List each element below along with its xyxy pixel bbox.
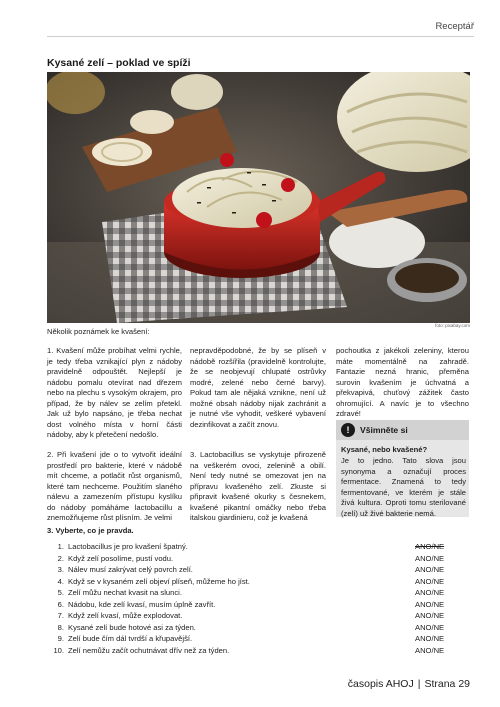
- item-number: 7.: [57, 611, 64, 621]
- paragraph-3: 3. Lactobacillus se vyskytuje přirozeně na veškerém ovoci, zelenině a obilí. Není tedy nutné se omezovat jen na přípravu kvašeného zelí. Zkuste si připravit kvašené okurky s česnekem, kvašené pikantní omáčky nebo třeba italskou giardinieru, což je kvašená: [190, 450, 326, 523]
- paragraph-1: 1. Kvašení může probíhat velmi rychle, je tedy třeba vznikající plyn z nádoby pravidelně odpouštět. Nejlepší je nádobu pomalu otevírat nad dřezem nebo na plechu s vysokým okrajem, pro případ, že by nálev se zelím přetekl. Jak už bylo napsáno, je třeba nechat dost volného místa v horní části nádoby, aby k přetečení nedošlo.: [47, 346, 182, 440]
- item-statement: Zelí můžu nechat kvasit na slunci.: [68, 588, 182, 598]
- list-item: [52, 564, 462, 576]
- note-question: Kysané, nebo kvašené?: [341, 445, 428, 454]
- footer-separator: |: [417, 678, 421, 690]
- list-item: [52, 599, 462, 611]
- answer-choice[interactable]: ANO/NE: [415, 588, 445, 598]
- sauerkraut-photo: [47, 72, 470, 323]
- item-statement: Když zelí posolíme, pustí vodu.: [68, 553, 174, 563]
- list-item: [52, 645, 462, 657]
- list-item: [52, 587, 462, 599]
- note-header: [336, 420, 469, 440]
- exercise-list: [52, 541, 462, 656]
- item-number: 4.: [57, 576, 64, 586]
- article-title: Kysané zelí – poklad ve spíži: [47, 57, 191, 69]
- list-item: [52, 622, 462, 634]
- item-statement: Když se v kysaném zelí objeví plíseň, můžeme ho jíst.: [68, 576, 250, 586]
- header-divider: [47, 36, 474, 37]
- answer-choice[interactable]: ANO/NE: [415, 645, 445, 655]
- item-statement: Nádobu, kde zelí kvasí, musím úplně zavřít.: [68, 599, 216, 609]
- list-item: [52, 553, 462, 565]
- item-number: 1.: [57, 542, 64, 551]
- note-body: Je to jedno. Tato slova jsou synonyma a označují proces fermentace. Znamená to tedy fermentované, ve kterém je stále živá kultura. Oproti tomu sterilované (zelí) už živé bakterie nemá.: [341, 456, 466, 518]
- answer-choice[interactable]: ANO/NE: [415, 622, 445, 632]
- list-item: [52, 576, 462, 588]
- answer-choice[interactable]: ANO/NE: [415, 542, 445, 551]
- item-statement: Zelí bude čím dál tvrdší a křupavější.: [68, 634, 193, 644]
- intro-text: Několik poznámek ke kvašení:: [47, 327, 150, 336]
- item-number: 2.: [57, 553, 64, 563]
- section-label: Receptář: [435, 21, 474, 32]
- paragraph-2-continued: nepravděpodobné, že by se plíseň v nádobě rozšířila (pravidelně kontrolujte, že se neobjevují chlupaté ostrůvky modré, zelené nebo černé barvy). Pokud tam ale nějaká vznikne, není už možné obsah nádoby nijak zachránit a je nutné vše vyhodit, veškeré vybavení dezinfikovat a začít znovu.: [190, 346, 326, 429]
- sauerkraut-illustration: [47, 72, 470, 323]
- paragraph-2: 2. Při kvašení jde o to vytvořit ideální prostředí pro bakterie, které v nádobě mít chceme, a potlačit růst organismů, které tam nechceme. Použitím slaného nálevu a zamezením přístupu kyslíku do nádoby pomáháme lactobacillu a znemožňujeme růst plísním. Je velmi: [47, 450, 182, 523]
- page-footer: [348, 678, 470, 690]
- paragraph-3-continued: pochoutka z jakékoli zeleniny, kterou máte momentálně na zahradě. Fantazie nezná hranic, přeměna surovin kvašením je úchvatná a překvapivá, chuťový zážitek často ohromující. A navíc je to všechno zdravé!: [336, 346, 469, 419]
- note-title: Všimněte si: [360, 425, 408, 435]
- list-item: [52, 610, 462, 622]
- item-statement: Kysané zelí bude hotové asi za týden.: [68, 622, 196, 632]
- item-statement: Lactobacillus je pro kvašení špatný.: [68, 542, 188, 551]
- answer-choice[interactable]: ANO/NE: [415, 634, 445, 644]
- item-number: 9.: [57, 634, 64, 644]
- item-statement: Nálev musí zakrývat celý povrch zelí.: [68, 565, 193, 575]
- answer-choice[interactable]: ANO/NE: [415, 599, 445, 609]
- answer-choice[interactable]: ANO/NE: [415, 576, 445, 586]
- item-number: 8.: [57, 622, 64, 632]
- list-item: [52, 633, 462, 645]
- item-number: 6.: [57, 599, 64, 609]
- answer-choice[interactable]: ANO/NE: [415, 611, 445, 621]
- info-icon: !: [341, 423, 355, 437]
- item-statement: Zelí nemůžu začít ochutnávat dřív než za týden.: [68, 645, 230, 655]
- photo-credit: foto: pixabay.com: [435, 323, 470, 328]
- answer-choice[interactable]: ANO/NE: [415, 565, 445, 575]
- item-number: 10.: [53, 645, 64, 655]
- item-statement: Když zelí kvasí, může explodovat.: [68, 611, 183, 621]
- exercise-title: 3. Vyberte, co je pravda.: [47, 526, 134, 535]
- magazine-name: časopis AHOJ: [347, 678, 414, 690]
- item-number: 3.: [57, 565, 64, 575]
- list-item: [52, 541, 462, 553]
- note-box: [336, 420, 469, 517]
- page-number: 29: [458, 678, 470, 690]
- page-label: Strana: [424, 678, 456, 690]
- item-number: 5.: [57, 588, 64, 598]
- answer-choice[interactable]: ANO/NE: [415, 553, 445, 563]
